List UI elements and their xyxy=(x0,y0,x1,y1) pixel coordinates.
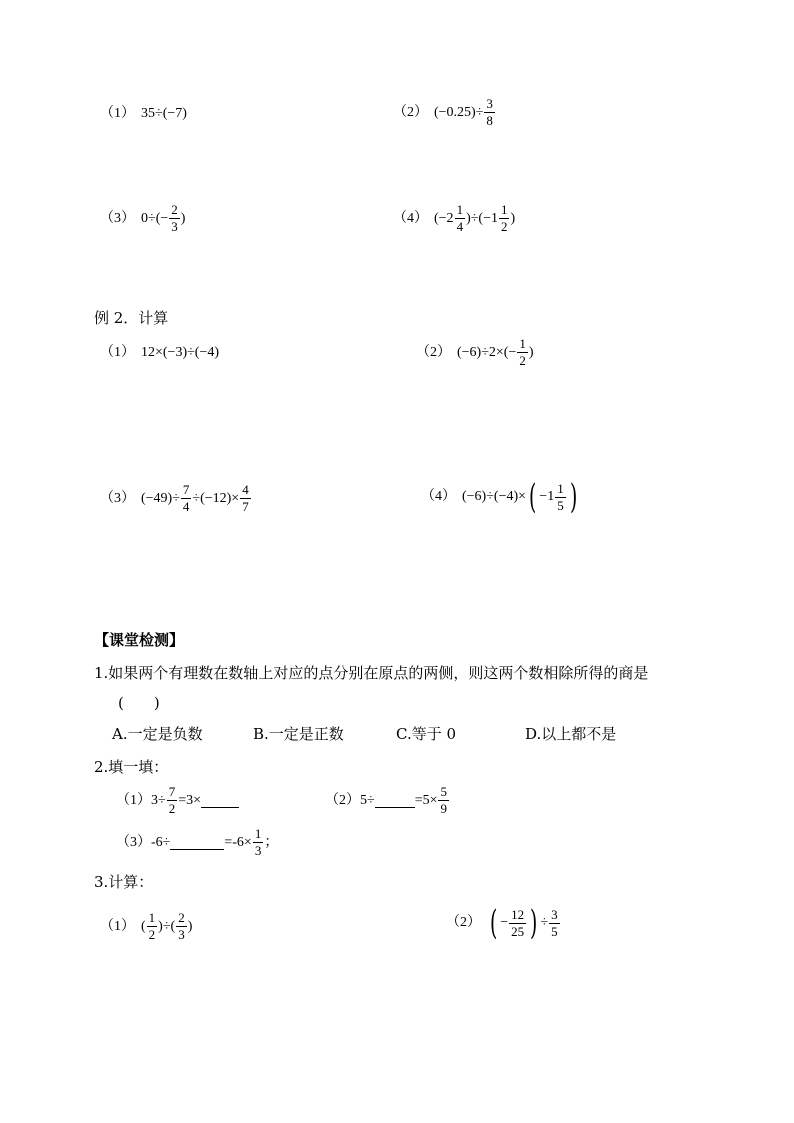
fill-1-text: =3× xyxy=(178,792,201,808)
expression: (−6)÷(−4)× xyxy=(462,489,527,504)
divide-paren: )÷( xyxy=(158,918,176,934)
numerator: 1 xyxy=(254,826,262,841)
left-paren: ( xyxy=(141,918,146,934)
fraction xyxy=(253,826,264,859)
answer-blank[interactable] xyxy=(375,793,415,808)
fill-2 xyxy=(325,784,450,817)
question-1-text: 1.如果两个有理数在数轴上对应的点分别在原点的两侧，则这两个数相除所得的商是 xyxy=(94,664,649,682)
numerator: 3 xyxy=(486,96,493,111)
divide-sign: ÷ xyxy=(148,210,156,226)
fill-3-text: =-6× xyxy=(224,834,252,850)
fraction xyxy=(499,202,510,235)
expression: (−49)÷ xyxy=(141,490,180,506)
example-2-title: 例 2．计算 xyxy=(94,309,169,327)
fill-3-text: ； xyxy=(264,834,279,850)
fraction xyxy=(181,482,192,515)
right-paren: ) xyxy=(180,210,186,226)
fill-1 xyxy=(116,784,239,817)
fraction xyxy=(438,784,449,817)
divide-sign: ÷ xyxy=(155,106,163,121)
denominator: 3 xyxy=(171,219,178,234)
denominator: 2 xyxy=(500,219,508,234)
numerator: 4 xyxy=(242,482,249,497)
denominator: 5 xyxy=(557,497,564,513)
example-2-problem-2 xyxy=(416,336,534,369)
numerator: 12 xyxy=(511,906,525,922)
option-c: C.等于 0 xyxy=(396,725,457,743)
left-paren-mixed: (−2 xyxy=(434,210,454,226)
fraction xyxy=(555,481,566,514)
answer-blank[interactable] xyxy=(170,835,224,850)
section-title: 【课堂检测】 xyxy=(94,631,185,649)
numerator: 1 xyxy=(456,202,464,217)
problem-3-label: （3） xyxy=(100,210,135,226)
problem-1-a: 35 xyxy=(141,106,155,121)
fraction xyxy=(549,907,560,940)
big-right-paren: ) xyxy=(530,903,538,943)
big-right-paren: ) xyxy=(569,477,577,517)
denominator: 9 xyxy=(440,801,447,816)
right-paren: ) xyxy=(528,344,534,360)
fraction xyxy=(167,784,178,817)
numerator: 2 xyxy=(171,202,178,217)
calc-1 xyxy=(100,910,192,943)
numerator: 2 xyxy=(178,910,185,925)
denominator: 7 xyxy=(242,499,249,514)
expression: 12×(−3)÷(−4) xyxy=(141,345,220,360)
problem-1 xyxy=(100,104,187,124)
fraction xyxy=(176,910,187,943)
fill-3-text: （3）-6÷ xyxy=(116,834,171,850)
divide-sign: ÷ xyxy=(470,210,479,226)
numerator: 7 xyxy=(182,482,190,497)
big-left-paren: ( xyxy=(489,903,498,943)
denominator: 25 xyxy=(511,923,525,939)
problem-4 xyxy=(393,202,515,235)
fraction xyxy=(147,910,158,943)
fraction xyxy=(455,202,466,235)
problem-4-label: （4） xyxy=(393,210,428,226)
problem-3 xyxy=(100,202,185,235)
fraction xyxy=(517,336,528,369)
fill-2-text: =5× xyxy=(414,792,438,808)
numerator: 1 xyxy=(557,480,564,496)
example-2-problem-1 xyxy=(100,343,219,363)
fill-2-text: （2）5÷ xyxy=(325,792,375,808)
divide-sign: ÷ xyxy=(540,915,549,930)
denominator: 3 xyxy=(178,927,185,942)
expression: (−6)÷2×(− xyxy=(457,344,517,360)
denominator: 2 xyxy=(519,353,526,368)
denominator: 4 xyxy=(456,219,464,234)
denominator: 5 xyxy=(551,923,558,939)
right-paren: ) xyxy=(510,210,516,226)
option-d: D.以上都不是 xyxy=(525,725,617,743)
denominator: 3 xyxy=(254,843,262,858)
numerator: 5 xyxy=(440,784,447,799)
example-2-problem-4-label: （4） xyxy=(421,489,456,504)
denominator: 8 xyxy=(486,113,493,128)
right-paren: ) xyxy=(466,210,471,226)
question-2-title: 2.填一填： xyxy=(94,758,169,776)
denominator: 2 xyxy=(148,927,156,942)
numerator: 1 xyxy=(519,336,526,351)
denominator: 2 xyxy=(168,801,176,816)
fraction xyxy=(169,202,180,235)
fraction xyxy=(240,482,251,515)
problem-1-label: （1） xyxy=(100,106,135,121)
problem-2 xyxy=(393,96,496,129)
denominator: 4 xyxy=(182,499,190,514)
example-2-problem-3 xyxy=(100,482,252,515)
problem-2-a: (−0.25) xyxy=(434,104,476,120)
numerator: 1 xyxy=(148,910,156,925)
left-paren-mixed: (−1 xyxy=(478,210,498,226)
divide-sign: ÷ xyxy=(475,104,484,120)
minus-sign: − xyxy=(500,915,509,930)
numerator: 1 xyxy=(500,202,508,217)
left-paren: (− xyxy=(155,210,169,226)
answer-blank[interactable] xyxy=(201,793,239,808)
option-a: A.一定是负数 xyxy=(112,725,203,743)
question-3-title: 3.计算： xyxy=(94,873,154,891)
fill-3 xyxy=(116,826,278,859)
calc-2 xyxy=(446,903,561,943)
problem-3-a: 0 xyxy=(141,210,148,226)
mixed-whole: −1 xyxy=(539,489,555,504)
problem-1-b: (−7) xyxy=(162,106,187,121)
fraction xyxy=(509,907,526,940)
example-2-problem-3-label: （3） xyxy=(100,490,135,506)
fill-1-text: （1）3÷ xyxy=(116,792,166,808)
example-2-problem-4 xyxy=(421,477,580,517)
big-left-paren: ( xyxy=(529,477,537,517)
numerator: 3 xyxy=(551,906,558,922)
calc-2-label: （2） xyxy=(446,915,481,930)
answer-paren: ( ) xyxy=(118,694,160,712)
right-paren: ) xyxy=(187,918,193,934)
option-b: B.一定是正数 xyxy=(253,725,344,743)
example-2-problem-1-label: （1） xyxy=(100,345,135,360)
fraction xyxy=(484,96,495,129)
expression: ÷(−12)× xyxy=(192,490,240,506)
calc-1-label: （1） xyxy=(100,918,135,934)
numerator: 7 xyxy=(168,784,176,799)
problem-2-label: （2） xyxy=(393,104,428,120)
example-2-problem-2-label: （2） xyxy=(416,344,451,360)
